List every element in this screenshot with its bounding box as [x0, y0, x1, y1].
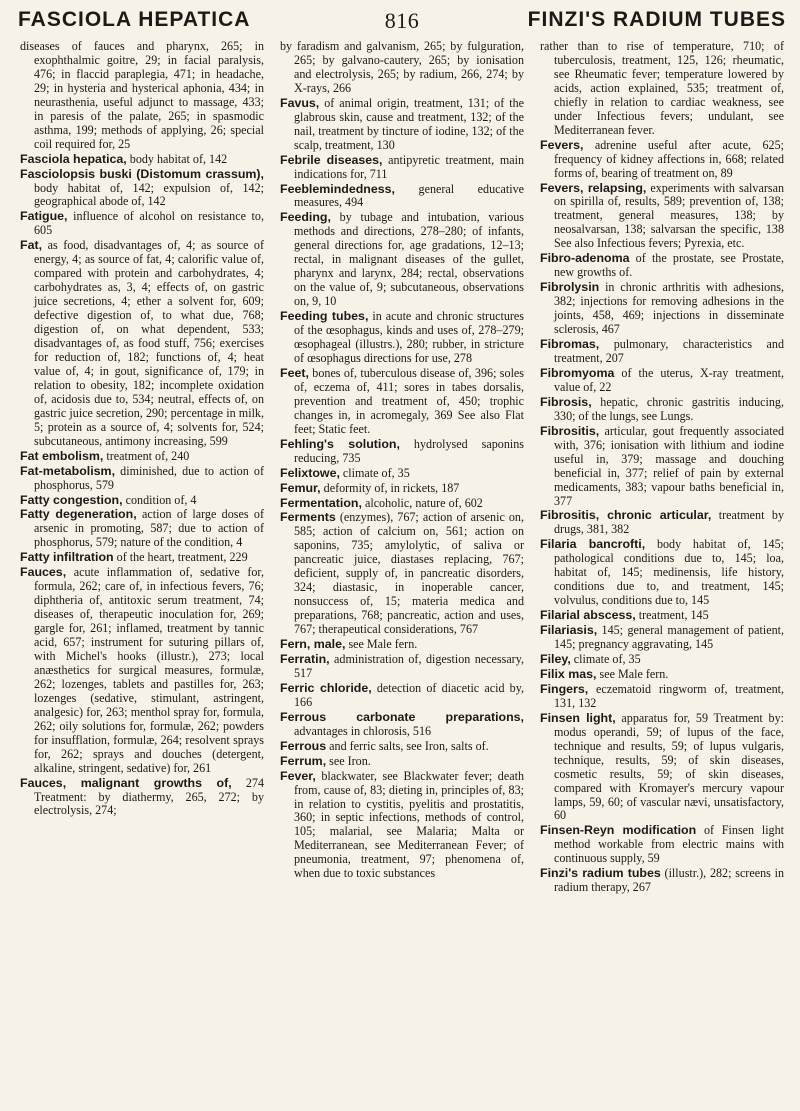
index-entry [20, 167, 264, 210]
entry-headword: Fasciolopsis buski (Distomum crassum), [20, 166, 264, 181]
entry-text: treatment by drugs, 381, 382 [554, 508, 784, 537]
header-last-entry: FINZI'S RADIUM TUBES [527, 8, 786, 31]
entry-text: experiments with salvarsan on spirilla of, results, 589; prevention of, 138; treatment, general measures, 138; by neosalvarsan, 138; salvarsan the specific, 138 See also Infectious fevers; Pyrexia, etc. [554, 180, 784, 251]
index-entry [540, 667, 784, 682]
entry-text: and ferric salts, see Iron, salts of. [326, 738, 489, 753]
entry-headword: Ferments [280, 510, 336, 525]
entry-headword: Fibromyoma [540, 365, 615, 380]
index-entry [20, 507, 264, 550]
index-entry [280, 366, 524, 437]
entry-text: in chronic arthritis with adhesions, 382; injections for removing adhesions in the joints, 458, 469; injections in disseminate sclerosis, 467 [554, 280, 784, 337]
entry-text: as food, disadvantages of, 4; as source of energy, 4; as source of fat, 4; calorific value of, compared with protein and carbohydrates, 4; carbohydrates as, 3, 4; effects of, on gastric juice secretions, 4; ether a solvent for, 609; defective digestion of, to what due, 768; digestion of, on what dependent, 533; disadvantages of, as food stuff, 756; exercises for reduction of, 182; functions of, 4; heat value of, 4; in gout, significance of, 179; in relation to obesity, 182; incomplete oxidation of, acidosis due to, 534; neutral, effects of, on gastric juice secretion, 290; percentage in milk, 5; protein as a source of, 4; solvents for, 524; subcutaneous, antimony increasing, 599 [34, 238, 264, 448]
index-entry [20, 238, 264, 448]
entry-text: apparatus for, 59 Treatment by: modus operandi, 59; of lupus of the face, technique and results, 59; of lupus vulgaris, technique, results, 59; of skin diseases, cosmetic results, 59; of skin diseases, compared with Kromayer's mercury vapour lamps, 59, 60; of vascular nævi, unsatisfactory, 60 [554, 710, 784, 823]
entry-text: of the uterus, X-ray treatment, value of, 22 [554, 365, 784, 394]
entry-text: deformity of, in rickets, 187 [320, 480, 460, 495]
entry-text: administration of, digestion necessary, 517 [294, 651, 524, 680]
running-header [18, 8, 786, 38]
entry-text: rather than to rise of temperature, 710; of tuberculosis, treatment, 125, 126; rheumatic, see Rheumatic fever; temperature lowered by acids, action explained, 535; treatment of, chiefly in relation to cardiac weakness, see under Infectious fevers; undulant, see Mediterranean fever. [540, 40, 784, 137]
entry-text: blackwater, see Blackwater fever; death from, cause of, 83; dieting in, principles of, 83; in relation to cystitis, pyelitis and prostatitis, 360; in septic infections, methods of control, 105; malarial, see Malaria; Malta or Mediterranean, see Mediterranean Fever; of pneumonia, treatment, 97; phenomena of, when due to toxic substances [294, 768, 524, 881]
entry-text: of the heart, treatment, 229 [113, 550, 248, 565]
entry-headword: Femur, [280, 480, 321, 495]
entry-text: treatment, 145 [635, 608, 709, 623]
entry-text: diminished, due to action of phosphorus, 579 [34, 463, 264, 492]
index-entry [20, 565, 264, 775]
entry-text: body habitat of, 142 [126, 151, 228, 166]
entry-text: of Finsen light method workable from electric mains with continuous supply, 59 [554, 823, 784, 866]
index-entry [280, 153, 524, 182]
entry-text: pulmonary, characteristics and treatment, 207 [554, 337, 784, 365]
entry-headword: Filaria bancrofti, [540, 537, 646, 552]
entry-text: body habitat of, 142; expulsion of, 142; geographical abode of, 142 [34, 180, 264, 209]
entry-headword: Ferrous [280, 738, 327, 753]
entry-text: bones of, tuberculous disease of, 396; soles of, eczema of, 411; sores in tabes dorsalis, prevention and treatment of, 450; trophic changes in, in acromegaly, 369 See also Flat feet; Static feet. [294, 365, 524, 436]
entry-text: body habitat of, 145; pathological conditions due to, 145; loa, habitat of, 145; medinensis, life history, conditions due to, and treatment, 145; volvulus, conditions due to, 145 [554, 537, 784, 608]
entry-headword: Fatty congestion, [20, 492, 123, 507]
index-entry [280, 710, 524, 739]
entry-text: hydrolysed saponins reducing, 735 [294, 436, 524, 465]
header-first-entry: FASCIOLA HEPATICA [18, 8, 251, 31]
entry-headword: Finsen light, [540, 710, 616, 725]
entry-headword: Fasciola hepatica, [20, 151, 127, 166]
entry-text: diseases of fauces and pharynx, 265; in exophthalmic goitre, 29; in facial paralysis, 476; in flaccid paraplegia, 471; in headache, 29; in hysteria and hysterical aphonia, 434; in neurasthenia, useful adjunct to massage, 433; in paresis of the palate, 265; in spasmodic asthma, 199; methods of applying, 26; special coil required for, 25 [20, 40, 264, 151]
entry-text: eczematoid ringworm of, treatment, 131, 132 [554, 681, 784, 710]
entry-text: advantages in chlorosis, 516 [294, 723, 432, 738]
index-entry [20, 550, 264, 565]
index-entry [20, 464, 264, 493]
entry-text: condition of, 4 [122, 492, 197, 507]
index-entry [280, 466, 524, 481]
index-entry [540, 711, 784, 824]
entry-headword: Fatty infiltration [20, 550, 114, 565]
index-entry [540, 823, 784, 866]
index-entry [20, 493, 264, 508]
index-entry [280, 769, 524, 882]
entry-headword: Fingers, [540, 681, 589, 696]
index-entry [540, 40, 784, 138]
index-entry [540, 682, 784, 711]
index-entry [280, 739, 524, 754]
index-entry [280, 510, 524, 637]
entry-headword: Fermentation, [280, 495, 362, 510]
entry-text: of animal origin, treatment, 131; of the glabrous skin, cause and treatment, 132; of the nail, treatment by tincture of iodine, 132; of the scalp, treatment, 130 [294, 95, 524, 152]
entry-headword: Fibrositis, [540, 423, 600, 438]
page-number: 816 [384, 8, 420, 33]
index-entry [540, 652, 784, 667]
entry-headword: Favus, [280, 95, 320, 110]
index-entry [540, 623, 784, 652]
entry-text: alcoholic, nature of, 602 [361, 495, 483, 510]
entry-headword: Feeblemindedness, [280, 181, 395, 196]
index-entry [540, 424, 784, 509]
index-entry [280, 309, 524, 366]
index-entry [280, 210, 524, 309]
index-entry [280, 182, 524, 211]
index-entry [540, 537, 784, 608]
index-entry [280, 40, 524, 96]
entry-text: antipyretic treatment, main indications for, 711 [294, 152, 524, 181]
entry-text: adrenine useful after acute, 625; frequency of kidney affections in, 668; related forms of, bearing of treatment on, 89 [554, 137, 784, 180]
index-entry [540, 337, 784, 366]
entry-headword: Fehling's solution, [280, 436, 400, 451]
entry-text: detection of diacetic acid by, 166 [294, 680, 524, 709]
entry-text: 145; general management of patient, 145; pregnancy aggravating, 145 [554, 623, 784, 652]
entry-text: (illustr.), 282; screens in radium therapy, 267 [554, 866, 784, 895]
entry-headword: Filey, [540, 651, 571, 666]
index-entry [280, 637, 524, 652]
entry-headword: Ferric chloride, [280, 680, 372, 695]
entry-headword: Febrile diseases, [280, 152, 383, 167]
entry-headword: Fibromas, [540, 337, 600, 352]
index-entry [280, 481, 524, 496]
entry-headword: Fauces, malignant growths of, [20, 775, 232, 790]
entry-headword: Fevers, relapsing, [540, 180, 647, 195]
entry-headword: Fauces, [20, 565, 67, 580]
entry-headword: Fibrositis, chronic articular, [540, 508, 712, 523]
entry-headword: Ferrum, [280, 753, 327, 768]
index-column-right [540, 40, 784, 1106]
entry-headword: Finsen-Reyn modification [540, 823, 697, 838]
entry-headword: Finzi's radium tubes [540, 866, 661, 881]
entry-text: see Iron. [326, 753, 371, 768]
entry-headword: Fever, [280, 768, 316, 783]
entry-headword: Fatty degeneration, [20, 507, 137, 522]
index-entry [540, 181, 784, 252]
entry-headword: Ferratin, [280, 651, 330, 666]
entry-text: see Male fern. [596, 666, 669, 681]
index-entry [280, 652, 524, 681]
index-column-left [20, 40, 264, 1106]
entry-headword: Fat, [20, 238, 43, 253]
entry-text: 274 Treatment: by diathermy, 265, 272; by electrolysis, 274; [34, 775, 264, 818]
entry-text: climate of, 35 [570, 651, 641, 666]
index-entry [540, 866, 784, 895]
index-columns [20, 40, 784, 1106]
entry-headword: Feeding tubes, [280, 309, 369, 324]
entry-headword: Fevers, [540, 137, 584, 152]
entry-text: climate of, 35 [339, 465, 410, 480]
index-entry [280, 437, 524, 466]
entry-headword: Feeding, [280, 210, 331, 225]
entry-headword: Filix mas, [540, 666, 597, 681]
entry-headword: Fern, male, [280, 637, 346, 652]
entry-headword: Fibrolysin [540, 280, 600, 295]
entry-text: influence of alcohol on resistance to, 605 [34, 209, 264, 238]
entry-text: acute inflammation of, sedative for, formula, 262; care of, in infectious fevers, 76; diphtheria of, antitoxic serum treatment, 74; diseases of, therapeutic inoculation for, 269; gargle for, 261; inflamed, treatment by tannic acid, 657; instrument for suturing pillars of, with Michel's hooks (illustr.), 273; local anæsthetics for surgical measures, formulæ, 262; lozenges, tablets and pastilles for, 263; lozenges (sedative, stimulant, astringent, analgesic) for, 263; menthol spray for, formula, 262; oily solutions for, formulæ, 262; powders for insufflation, formulæ, 264; resolvent sprays for, 262; sprays and douches (detergent, alkaline, stringent, sedative) for, 261 [34, 565, 264, 775]
entry-text: treatment of, 240 [103, 448, 190, 463]
entry-headword: Felixtowe, [280, 465, 340, 480]
index-entry [280, 496, 524, 511]
index-entry [540, 138, 784, 181]
index-entry [540, 395, 784, 424]
index-entry [20, 449, 264, 464]
entry-headword: Fibrosis, [540, 394, 592, 409]
entry-text: by tubage and intubation, various methods and directions, 278–280; of infants, general directions for, age gradations, 12–13; rectal, in malignant diseases of the gullet, pharynx and larynx, 284; rectal, observations on the value of, 9; subcutaneous, observations on, 9, 10 [294, 210, 524, 309]
index-column-middle [280, 40, 524, 1106]
index-entry [20, 776, 264, 819]
entry-text: (enzymes), 767; action of arsenic on, 585; action of calcium on, 561; action on saponins, 735; amylolytic, of saliva or pancreatic juice, diastases replacing, 767; deficient, supply of, in pancreatic disorders, 324; diastasic, in inoperable cancer, nonsuccess of, 15; materia medica and preparations, 768; pancreatic, action and uses, 767; therapeutical considerations, 767 [294, 510, 524, 637]
index-entry [280, 96, 524, 153]
index-entry [540, 508, 784, 537]
index-entry [280, 681, 524, 710]
entry-text: by faradism and galvanism, 265; by fulguration, 265; by galvano-cautery, 265; by ionisation and electrolysis, 265; by radium, 266, 274; by X-rays, 266 [280, 40, 524, 95]
entry-text: general educative measures, 494 [294, 181, 524, 210]
entry-headword: Filariasis, [540, 623, 598, 638]
entry-text: hepatic, chronic gastritis inducing, 330; of the lungs, see Lungs. [554, 394, 784, 423]
entry-headword: Fat-metabolism, [20, 463, 116, 478]
entry-headword: Fatigue, [20, 209, 68, 224]
index-entry [540, 280, 784, 337]
entry-text: in acute and chronic structures of the œsophagus, kinds and uses of, 278–279; œsophageal (illustrs.), 280; rubber, in stricture of œsophagus directions for use, 278 [294, 309, 524, 365]
entry-text: of the prostate, see Prostate, new growths of. [554, 251, 784, 280]
index-entry [20, 40, 264, 152]
index-entry [540, 366, 784, 395]
entry-headword: Filarial abscess, [540, 608, 636, 623]
index-entry [20, 152, 264, 167]
entry-headword: Ferrous carbonate preparations, [280, 709, 524, 724]
index-entry [280, 754, 524, 769]
entry-headword: Fat embolism, [20, 448, 104, 463]
entry-text: articular, gout frequently associated with, 376; ionisation with lithium and iodine useful in, 379; massage and douching beneficial in, 377; relief of pain by external medicaments, 383; vapour baths beneficial in, 377 [554, 423, 784, 508]
index-entry [540, 608, 784, 623]
entry-text: see Male fern. [345, 637, 418, 652]
index-entry [20, 209, 264, 238]
entry-headword: Fibro-adenoma [540, 251, 630, 266]
entry-headword: Feet, [280, 365, 309, 380]
entry-text: action of large doses of arsenic in promoting, 587; due to action of phosphorus, 579; nature of the condition, 4 [34, 507, 264, 550]
index-entry [540, 251, 784, 280]
